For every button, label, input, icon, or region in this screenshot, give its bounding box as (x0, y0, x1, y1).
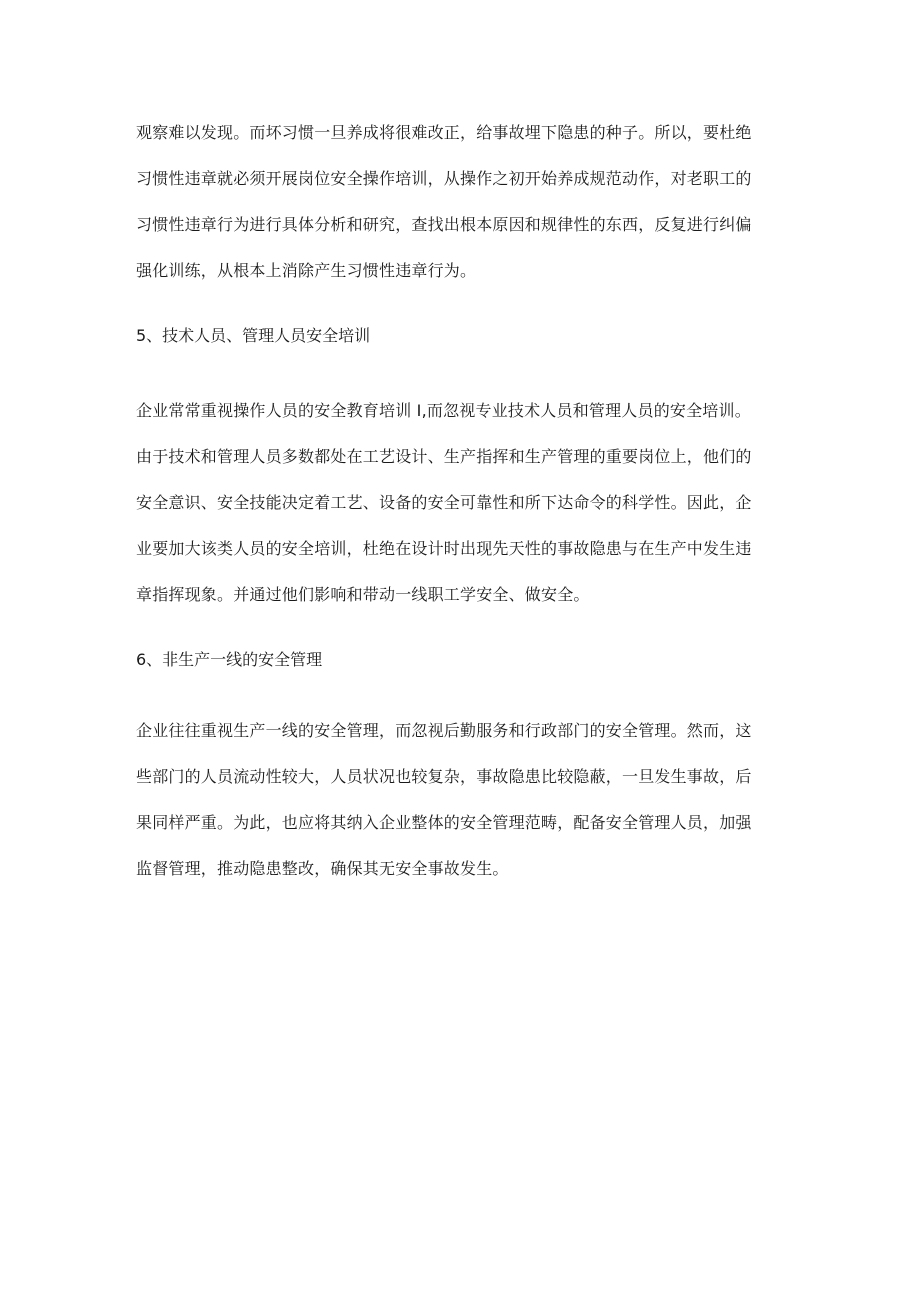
paragraph-technical-staff-training (136, 388, 786, 618)
paragraph-line: 企业往往重视生产一线的安全管理，而忽视后勤服务和行政部门的安全管理。然而，这 (136, 721, 752, 740)
paragraph-line: 习惯性违章行为进行具体分析和研究，查找出根本原因和规律性的东西，反复进行纠偏 (136, 215, 752, 234)
paragraph-line: 业要加大该类人员的安全培训，杜绝在设计时出现先天性的事故隐患与在生产中发生违 (136, 539, 752, 558)
paragraph-line: 强化训练，从根本上消除产生习惯性违章行为。 (136, 261, 477, 280)
paragraph-line: 章指挥现象。并通过他们影响和带动一线职工学安全、做安全。 (136, 585, 590, 604)
paragraph-line: 安全意识、安全技能决定着工艺、设备的安全可靠性和所下达命令的科学性。因此，企 (136, 493, 752, 512)
paragraph-line: 些部门的人员流动性较大，人员状况也较复杂，事故隐患比较隐蔽，一旦发生事故，后 (136, 767, 752, 786)
paragraph-line: 监督管理，推动隐患整改，确保其无安全事故发生。 (136, 859, 509, 878)
paragraph-line: 企业常常重视操作人员的安全教育培训 I,而忽视专业技术人员和管理人员的安全培训。 (136, 401, 751, 420)
paragraph-habitual-violation (136, 110, 786, 294)
paragraph-line: 果同样严重。为此，也应将其纳入企业整体的安全管理范畴，配备安全管理人员，加强 (136, 813, 752, 832)
section-heading-5: 5、技术人员、管理人员安全培训 (136, 326, 371, 345)
paragraph-line: 习惯性违章就必须开展岗位安全操作培训，从操作之初开始养成规范动作，对老职工的 (136, 169, 752, 188)
section-heading-6: 6、非生产一线的安全管理 (136, 650, 323, 669)
paragraph-line: 观察难以发现。而坏习惯一旦养成将很难改正，给事故埋下隐患的种子。所以，要杜绝 (136, 123, 752, 142)
paragraph-non-production-safety (136, 708, 786, 892)
paragraph-line: 由于技术和管理人员多数都处在工艺设计、生产指挥和生产管理的重要岗位上，他们的 (136, 447, 752, 466)
